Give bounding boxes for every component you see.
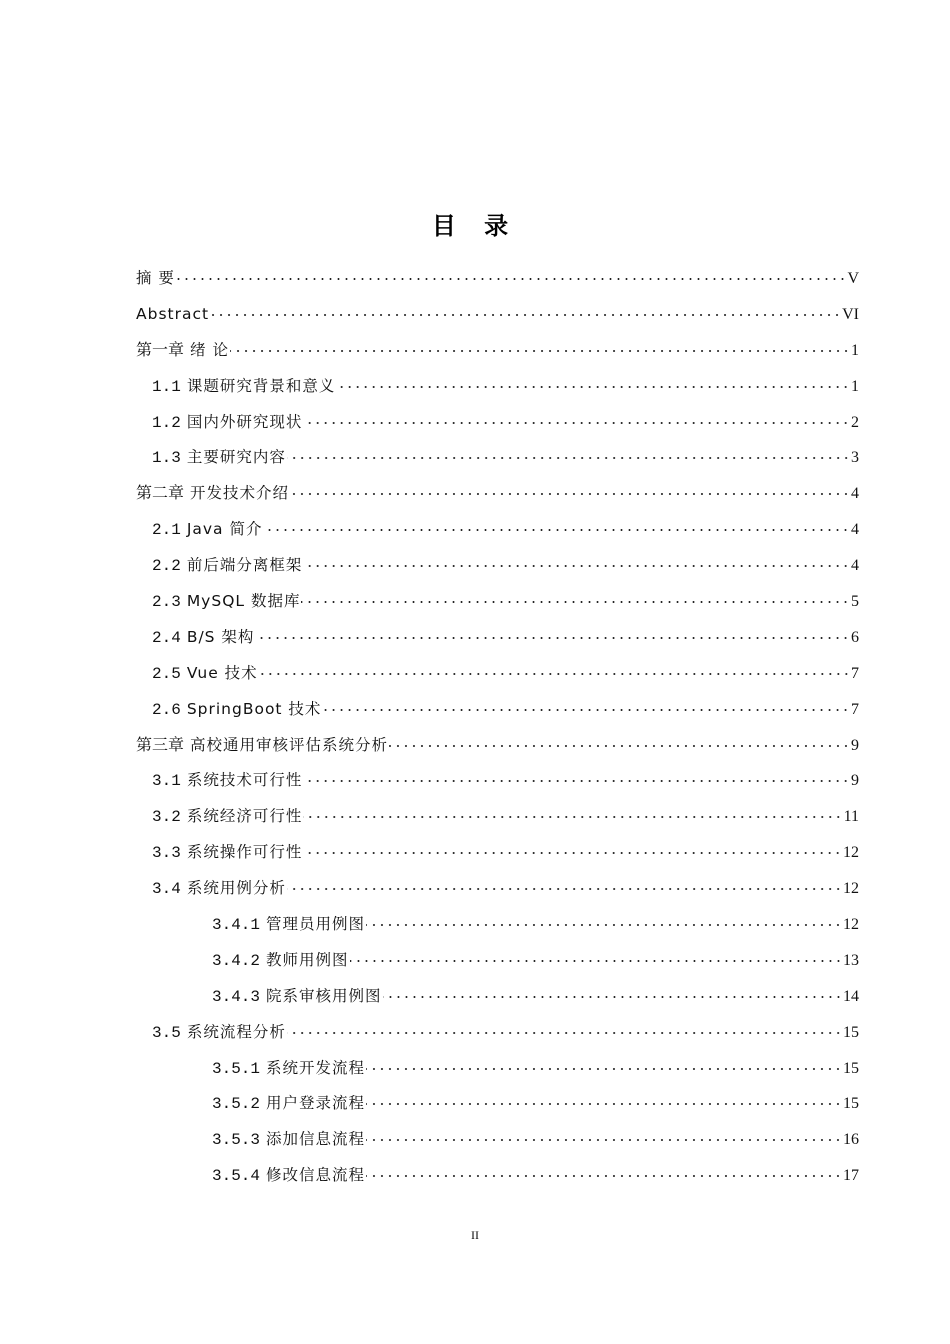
dot-leader xyxy=(303,765,850,785)
toc-entry[interactable] xyxy=(136,1051,859,1087)
toc-entry-label: 用户登录流程 xyxy=(266,1094,366,1113)
dot-leader xyxy=(303,801,842,821)
dot-leader xyxy=(366,1124,842,1144)
toc-entry-number: 2.2 xyxy=(152,557,181,576)
toc-entry-label: Abstract xyxy=(136,304,210,323)
toc-entry[interactable] xyxy=(136,333,859,369)
toc-entry[interactable] xyxy=(136,728,859,764)
toc-entry-label: B/S 架构 xyxy=(186,627,255,646)
toc-entry-page: 11 xyxy=(843,808,859,826)
toc-entry-title xyxy=(152,440,286,476)
toc-entry-label: Vue 技术 xyxy=(186,663,258,682)
footer-page-number: II xyxy=(471,1228,479,1242)
dot-leader xyxy=(259,658,850,678)
toc-entry-number: 2.4 xyxy=(152,628,181,647)
toc-entry-page: 7 xyxy=(851,700,859,718)
toc-entry-title xyxy=(152,369,335,405)
toc-entry-title xyxy=(152,763,302,799)
toc-entry-page: 16 xyxy=(843,1131,859,1149)
toc-entry-title xyxy=(152,620,254,656)
toc-entry[interactable] xyxy=(136,799,859,835)
toc-entry-page: 15 xyxy=(843,1095,859,1113)
toc-entry-title xyxy=(212,1122,365,1158)
toc-entry-number: 3.1 xyxy=(152,772,181,791)
toc-entry-number: 3.5.3 xyxy=(212,1131,261,1150)
dot-leader xyxy=(366,1053,842,1073)
dot-leader xyxy=(287,442,850,462)
toc-entry[interactable] xyxy=(136,871,859,907)
toc-entry-page: 9 xyxy=(851,736,859,754)
toc-entry-label: 院系审核用例图 xyxy=(266,986,382,1005)
table-of-contents xyxy=(136,261,859,1194)
dot-leader xyxy=(210,299,841,319)
page-title: 目 录 xyxy=(431,212,519,240)
dot-leader xyxy=(389,730,850,750)
toc-entry-number: 2.3 xyxy=(152,593,181,612)
toc-entry-label: 系统开发流程 xyxy=(266,1058,366,1077)
toc-entry[interactable] xyxy=(136,907,859,943)
toc-entry-title xyxy=(152,835,302,871)
toc-entry[interactable] xyxy=(136,620,859,656)
dot-leader xyxy=(287,873,842,893)
toc-entry-title xyxy=(212,1086,365,1122)
toc-entry-number: 3.4.1 xyxy=(212,916,261,935)
toc-entry-number: 1.1 xyxy=(152,377,181,396)
toc-entry[interactable] xyxy=(136,979,859,1015)
dot-leader xyxy=(366,909,842,929)
toc-entry-number: 2.6 xyxy=(152,700,181,719)
toc-entry-title xyxy=(152,548,302,584)
toc-entry-title xyxy=(136,476,289,512)
toc-entry[interactable] xyxy=(136,835,859,871)
toc-entry[interactable] xyxy=(136,440,859,476)
dot-leader xyxy=(176,263,847,283)
toc-entry[interactable] xyxy=(136,476,859,512)
toc-entry-label: 高校通用审核评估系统分析 xyxy=(190,735,389,754)
toc-entry-title xyxy=(212,1158,365,1194)
toc-entry-number: 3.4 xyxy=(152,880,181,899)
toc-entry-number: 3.2 xyxy=(152,808,181,827)
toc-entry-number: 第三章 xyxy=(136,736,185,755)
toc-entry-title xyxy=(152,1015,286,1051)
toc-entry-number: 3.5.1 xyxy=(212,1059,261,1078)
toc-entry[interactable] xyxy=(136,297,859,333)
toc-entry[interactable] xyxy=(136,261,859,297)
toc-entry-number: 2.5 xyxy=(152,664,181,683)
dot-leader xyxy=(350,945,842,965)
toc-entry-page: 14 xyxy=(843,987,859,1005)
toc-entry-number: 3.5.2 xyxy=(212,1095,261,1114)
toc-entry-number: 1.2 xyxy=(152,413,181,432)
dot-leader xyxy=(301,586,850,606)
toc-entry-title xyxy=(152,405,302,441)
toc-entry[interactable] xyxy=(136,512,859,548)
toc-entry-page: 1 xyxy=(851,341,859,359)
dot-leader xyxy=(263,514,850,534)
toc-entry-label: 国内外研究现状 xyxy=(186,412,303,431)
toc-entry[interactable] xyxy=(136,763,859,799)
toc-entry-page: 4 xyxy=(851,485,859,503)
toc-entry-page: 4 xyxy=(851,557,859,575)
dot-leader xyxy=(383,981,842,1001)
toc-entry[interactable] xyxy=(136,1122,859,1158)
toc-entry-page: 5 xyxy=(851,593,859,611)
toc-entry-label: 系统流程分析 xyxy=(186,1022,286,1041)
toc-entry-page: 13 xyxy=(843,951,859,969)
toc-entry-title xyxy=(212,943,349,979)
toc-entry[interactable] xyxy=(136,548,859,584)
toc-entry-label: 摘 要 xyxy=(136,269,175,287)
toc-entry-page: 12 xyxy=(843,844,859,862)
toc-entry-title xyxy=(152,656,258,692)
toc-entry[interactable] xyxy=(136,943,859,979)
toc-entry-title xyxy=(212,907,365,943)
toc-entry-label: 主要研究内容 xyxy=(186,448,286,467)
toc-entry-number: 1.3 xyxy=(152,449,181,468)
toc-entry-number: 第二章 xyxy=(136,485,185,504)
toc-entry[interactable] xyxy=(136,1158,859,1194)
toc-entry-page: 15 xyxy=(843,1059,859,1077)
toc-entry-label: Java 简介 xyxy=(186,520,263,539)
toc-entry[interactable] xyxy=(136,656,859,692)
toc-entry-title xyxy=(152,871,286,907)
toc-entry-label: 添加信息流程 xyxy=(266,1130,366,1149)
dot-leader xyxy=(230,335,850,355)
toc-entry-title xyxy=(212,1051,365,1087)
toc-entry-label: 系统技术可行性 xyxy=(186,771,303,790)
toc-entry-label: 开发技术介绍 xyxy=(190,484,290,503)
toc-entry-page: 15 xyxy=(843,1023,859,1041)
toc-entry-title xyxy=(152,512,262,548)
toc-entry-page: 7 xyxy=(851,664,859,682)
dot-leader xyxy=(336,371,850,391)
toc-entry-title xyxy=(152,799,302,835)
toc-entry[interactable] xyxy=(136,405,859,441)
toc-entry-title xyxy=(136,297,209,333)
toc-entry-page: 3 xyxy=(851,449,859,467)
toc-entry-label: 前后端分离框架 xyxy=(186,556,303,575)
dot-leader xyxy=(366,1088,842,1108)
toc-entry[interactable] xyxy=(136,369,859,405)
toc-entry-number: 3.5 xyxy=(152,1023,181,1042)
dot-leader xyxy=(366,1160,842,1180)
toc-entry-title xyxy=(152,692,321,728)
toc-entry-label: 教师用例图 xyxy=(266,950,349,969)
toc-entry-title xyxy=(136,728,388,764)
toc-entry-number: 2.1 xyxy=(152,521,181,540)
toc-entry-label: 系统经济可行性 xyxy=(186,807,303,826)
toc-entry-label: 修改信息流程 xyxy=(266,1166,366,1185)
toc-entry-title xyxy=(212,979,382,1015)
toc-entry-page: 12 xyxy=(843,880,859,898)
toc-entry[interactable] xyxy=(136,1086,859,1122)
toc-entry-label: 系统操作可行性 xyxy=(186,843,303,862)
toc-entry[interactable] xyxy=(136,584,859,620)
toc-entry-page: 1 xyxy=(851,377,859,395)
dot-leader xyxy=(290,478,850,498)
toc-entry-number: 3.4.3 xyxy=(212,987,261,1006)
toc-entry[interactable] xyxy=(136,692,859,728)
toc-entry-page: 17 xyxy=(843,1167,859,1185)
toc-entry-page: VI xyxy=(842,305,859,323)
dot-leader xyxy=(255,622,850,642)
dot-leader xyxy=(303,550,850,570)
toc-entry-number: 3.4.2 xyxy=(212,951,261,970)
toc-entry[interactable] xyxy=(136,1015,859,1051)
toc-entry-number: 第一章 xyxy=(136,341,185,360)
toc-entry-title xyxy=(136,333,229,369)
toc-entry-page: V xyxy=(847,270,859,287)
toc-entry-page: 12 xyxy=(843,916,859,934)
toc-entry-label: 管理员用例图 xyxy=(266,915,366,934)
toc-entry-page: 6 xyxy=(851,628,859,646)
toc-entry-page: 4 xyxy=(851,521,859,539)
toc-entry-title xyxy=(136,261,175,297)
toc-entry-label: SpringBoot 技术 xyxy=(186,699,322,718)
toc-entry-label: 系统用例分析 xyxy=(186,879,286,898)
toc-entry-title xyxy=(152,584,300,620)
toc-entry-page: 2 xyxy=(851,413,859,431)
dot-leader xyxy=(287,1017,842,1037)
toc-entry-number: 3.3 xyxy=(152,844,181,863)
dot-leader xyxy=(322,694,850,714)
toc-entry-number: 3.5.4 xyxy=(212,1167,261,1186)
toc-entry-page: 9 xyxy=(851,772,859,790)
toc-entry-label: MySQL 数据库 xyxy=(186,592,301,611)
toc-entry-label: 绪 论 xyxy=(190,340,229,359)
dot-leader xyxy=(303,407,850,427)
toc-entry-label: 课题研究背景和意义 xyxy=(186,376,336,395)
dot-leader xyxy=(303,837,842,857)
